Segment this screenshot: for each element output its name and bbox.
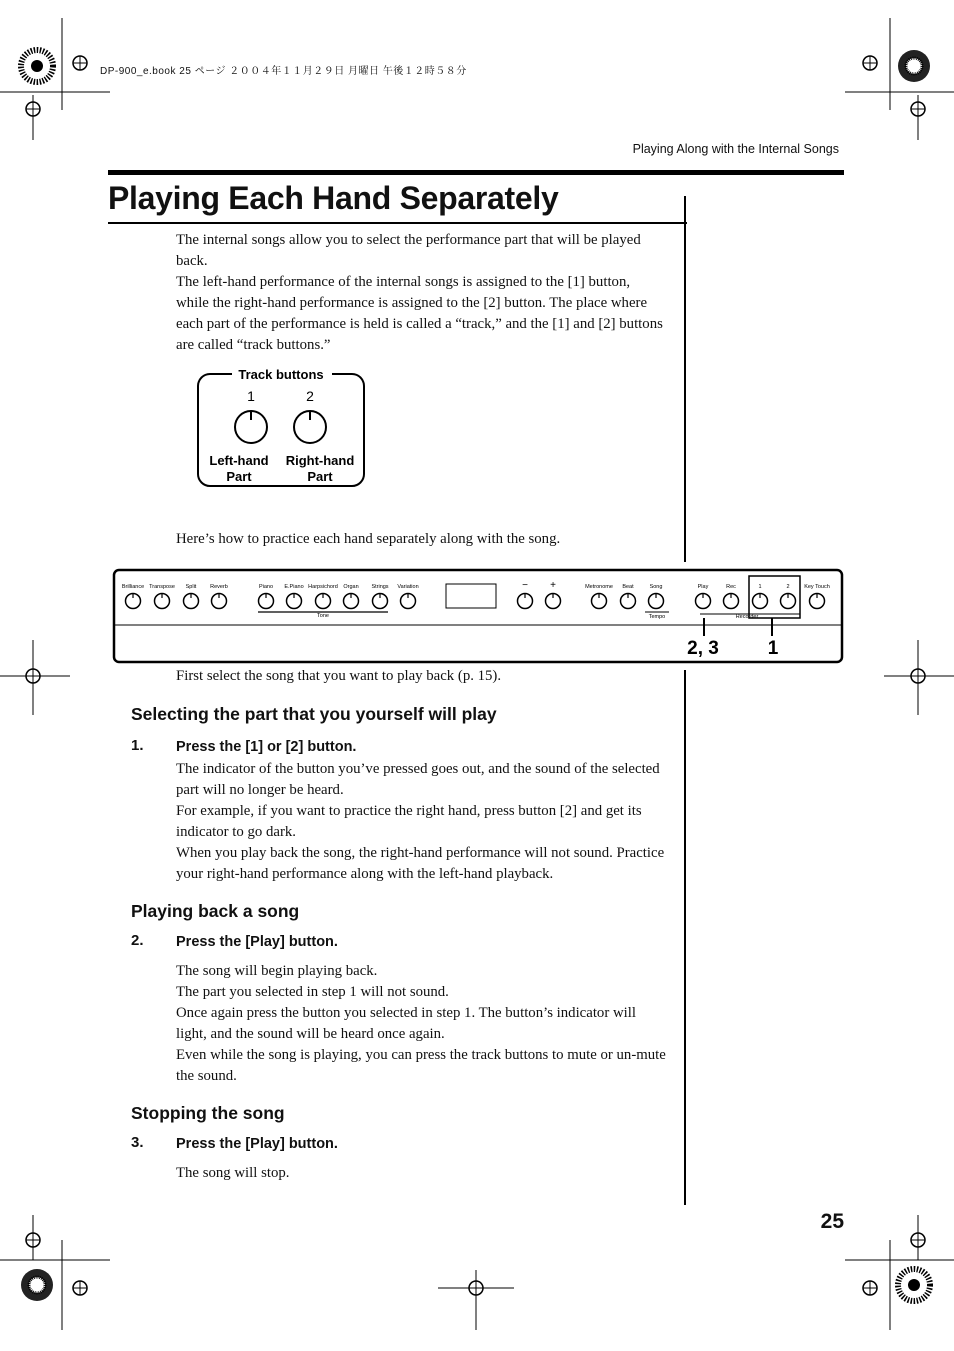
- step-title: Press the [Play] button.: [176, 1136, 338, 1152]
- step-line: The song will stop.: [176, 1165, 290, 1181]
- panel-button-label: Metronome: [585, 584, 613, 590]
- panel-button-label: Beat: [622, 584, 634, 590]
- panel-button-label: Key Touch: [804, 584, 830, 590]
- right-hand-part-label: Part: [307, 469, 333, 484]
- track-buttons-figure: [196, 364, 368, 490]
- step-line: Even while the song is playing, you can press the track buttons to mute or un-mute the sound.: [176, 1047, 666, 1084]
- panel-button-label: Play: [697, 584, 709, 590]
- tone-group-label: Tone: [317, 613, 329, 619]
- step-line: The indicator of the button you’ve pressed goes out, and the sound of the selected part will no longer be heard.: [176, 761, 660, 798]
- running-head: Playing Along with the Internal Songs: [632, 142, 839, 156]
- step-line: Once again press the button you selected in step 1. The button’s indicator will light, and the sound will be heard once again.: [176, 1005, 636, 1042]
- step-title: Press the [Play] button.: [176, 934, 338, 950]
- track-button-2-label: 2: [306, 388, 314, 404]
- right-hand-part-label: Right-hand: [285, 453, 355, 468]
- step-title: Press the [1] or [2] button.: [176, 739, 357, 755]
- step-description: [176, 1163, 666, 1184]
- panel-button-label: 2: [786, 584, 790, 590]
- section-heading: Stopping the song: [131, 1103, 285, 1123]
- panel-display: [446, 584, 496, 608]
- panel-button-label: Harpsichord: [308, 584, 338, 590]
- step-number: 2.: [131, 932, 144, 949]
- tempo-group-label: Tempo: [648, 614, 666, 620]
- panel-button-label: Reverb: [210, 584, 228, 590]
- control-panel: [112, 568, 844, 666]
- left-hand-part-label: Part: [226, 469, 252, 484]
- panel-button-label: Split: [185, 584, 197, 590]
- track-buttons-label: Track buttons: [238, 367, 324, 382]
- page-title: Playing Each Hand Separately: [108, 180, 559, 216]
- panel-button-label: +: [550, 580, 556, 591]
- track-button-1-label: 1: [247, 388, 255, 404]
- practice-text: Here’s how to practice each hand separately along with the song.: [176, 531, 561, 547]
- panel-button-label: Strings: [371, 584, 389, 590]
- top-rule: [108, 170, 844, 175]
- step-number: 1.: [131, 737, 144, 754]
- panel-button-label: −: [522, 580, 528, 591]
- intro-paragraph: The internal songs allow you to select the performance part that will be played back.: [176, 232, 641, 269]
- column-rule-bottom: [684, 670, 686, 1205]
- panel-button-label: Brilliance: [121, 584, 145, 590]
- page-number: 25: [820, 1210, 844, 1233]
- panel-button-label: Rec: [726, 584, 736, 590]
- step-line: The song will begin playing back.: [176, 963, 378, 979]
- panel-button-label: Piano: [258, 584, 274, 590]
- panel-button-label: Song: [649, 584, 663, 590]
- callout-track-step: 1: [767, 638, 779, 659]
- title-rule: [108, 222, 687, 224]
- panel-button-label: Organ: [343, 584, 359, 590]
- panel-button-label: Variation: [397, 584, 419, 590]
- first-select-text: First select the song that you want to play back (p. 15).: [176, 668, 502, 684]
- callout-play-step: 2, 3: [687, 638, 719, 659]
- step-description: [176, 759, 666, 885]
- section-heading: Selecting the part that you yourself will play: [131, 704, 497, 724]
- crop-info: DP-900_e.book 25 ページ ２００４年１１月２９日 月曜日 午後１２時５８分: [100, 66, 467, 77]
- step-line: For example, if you want to practice the right hand, press button [2] and get its indicator to go dark.: [176, 803, 642, 840]
- section-heading: Playing back a song: [131, 901, 300, 921]
- intro-text: [176, 230, 666, 356]
- left-hand-part-label: Left-hand: [209, 453, 269, 468]
- step-line: When you play back the song, the right-hand performance will not sound. Practice your right-hand performance along with the left-hand playback.: [176, 845, 665, 882]
- step-line: The part you selected in step 1 will not sound.: [176, 984, 449, 1000]
- step-number: 3.: [131, 1134, 144, 1151]
- panel-button-label: E.Piano: [284, 584, 304, 590]
- panel-button-label: 1: [758, 584, 762, 590]
- step-description: [176, 961, 666, 1087]
- column-rule-top: [684, 196, 686, 562]
- recorder-group-label: Recorder: [735, 614, 759, 620]
- intro-paragraph: The left-hand performance of the internal songs is assigned to the [1] button, while the right-hand performance is assigned to the [2] button. The place where each part of the performance is held is called a “track,” and the [1] and [2] buttons are called “track buttons.”: [176, 274, 663, 353]
- panel-button-label: Transpose: [149, 584, 175, 590]
